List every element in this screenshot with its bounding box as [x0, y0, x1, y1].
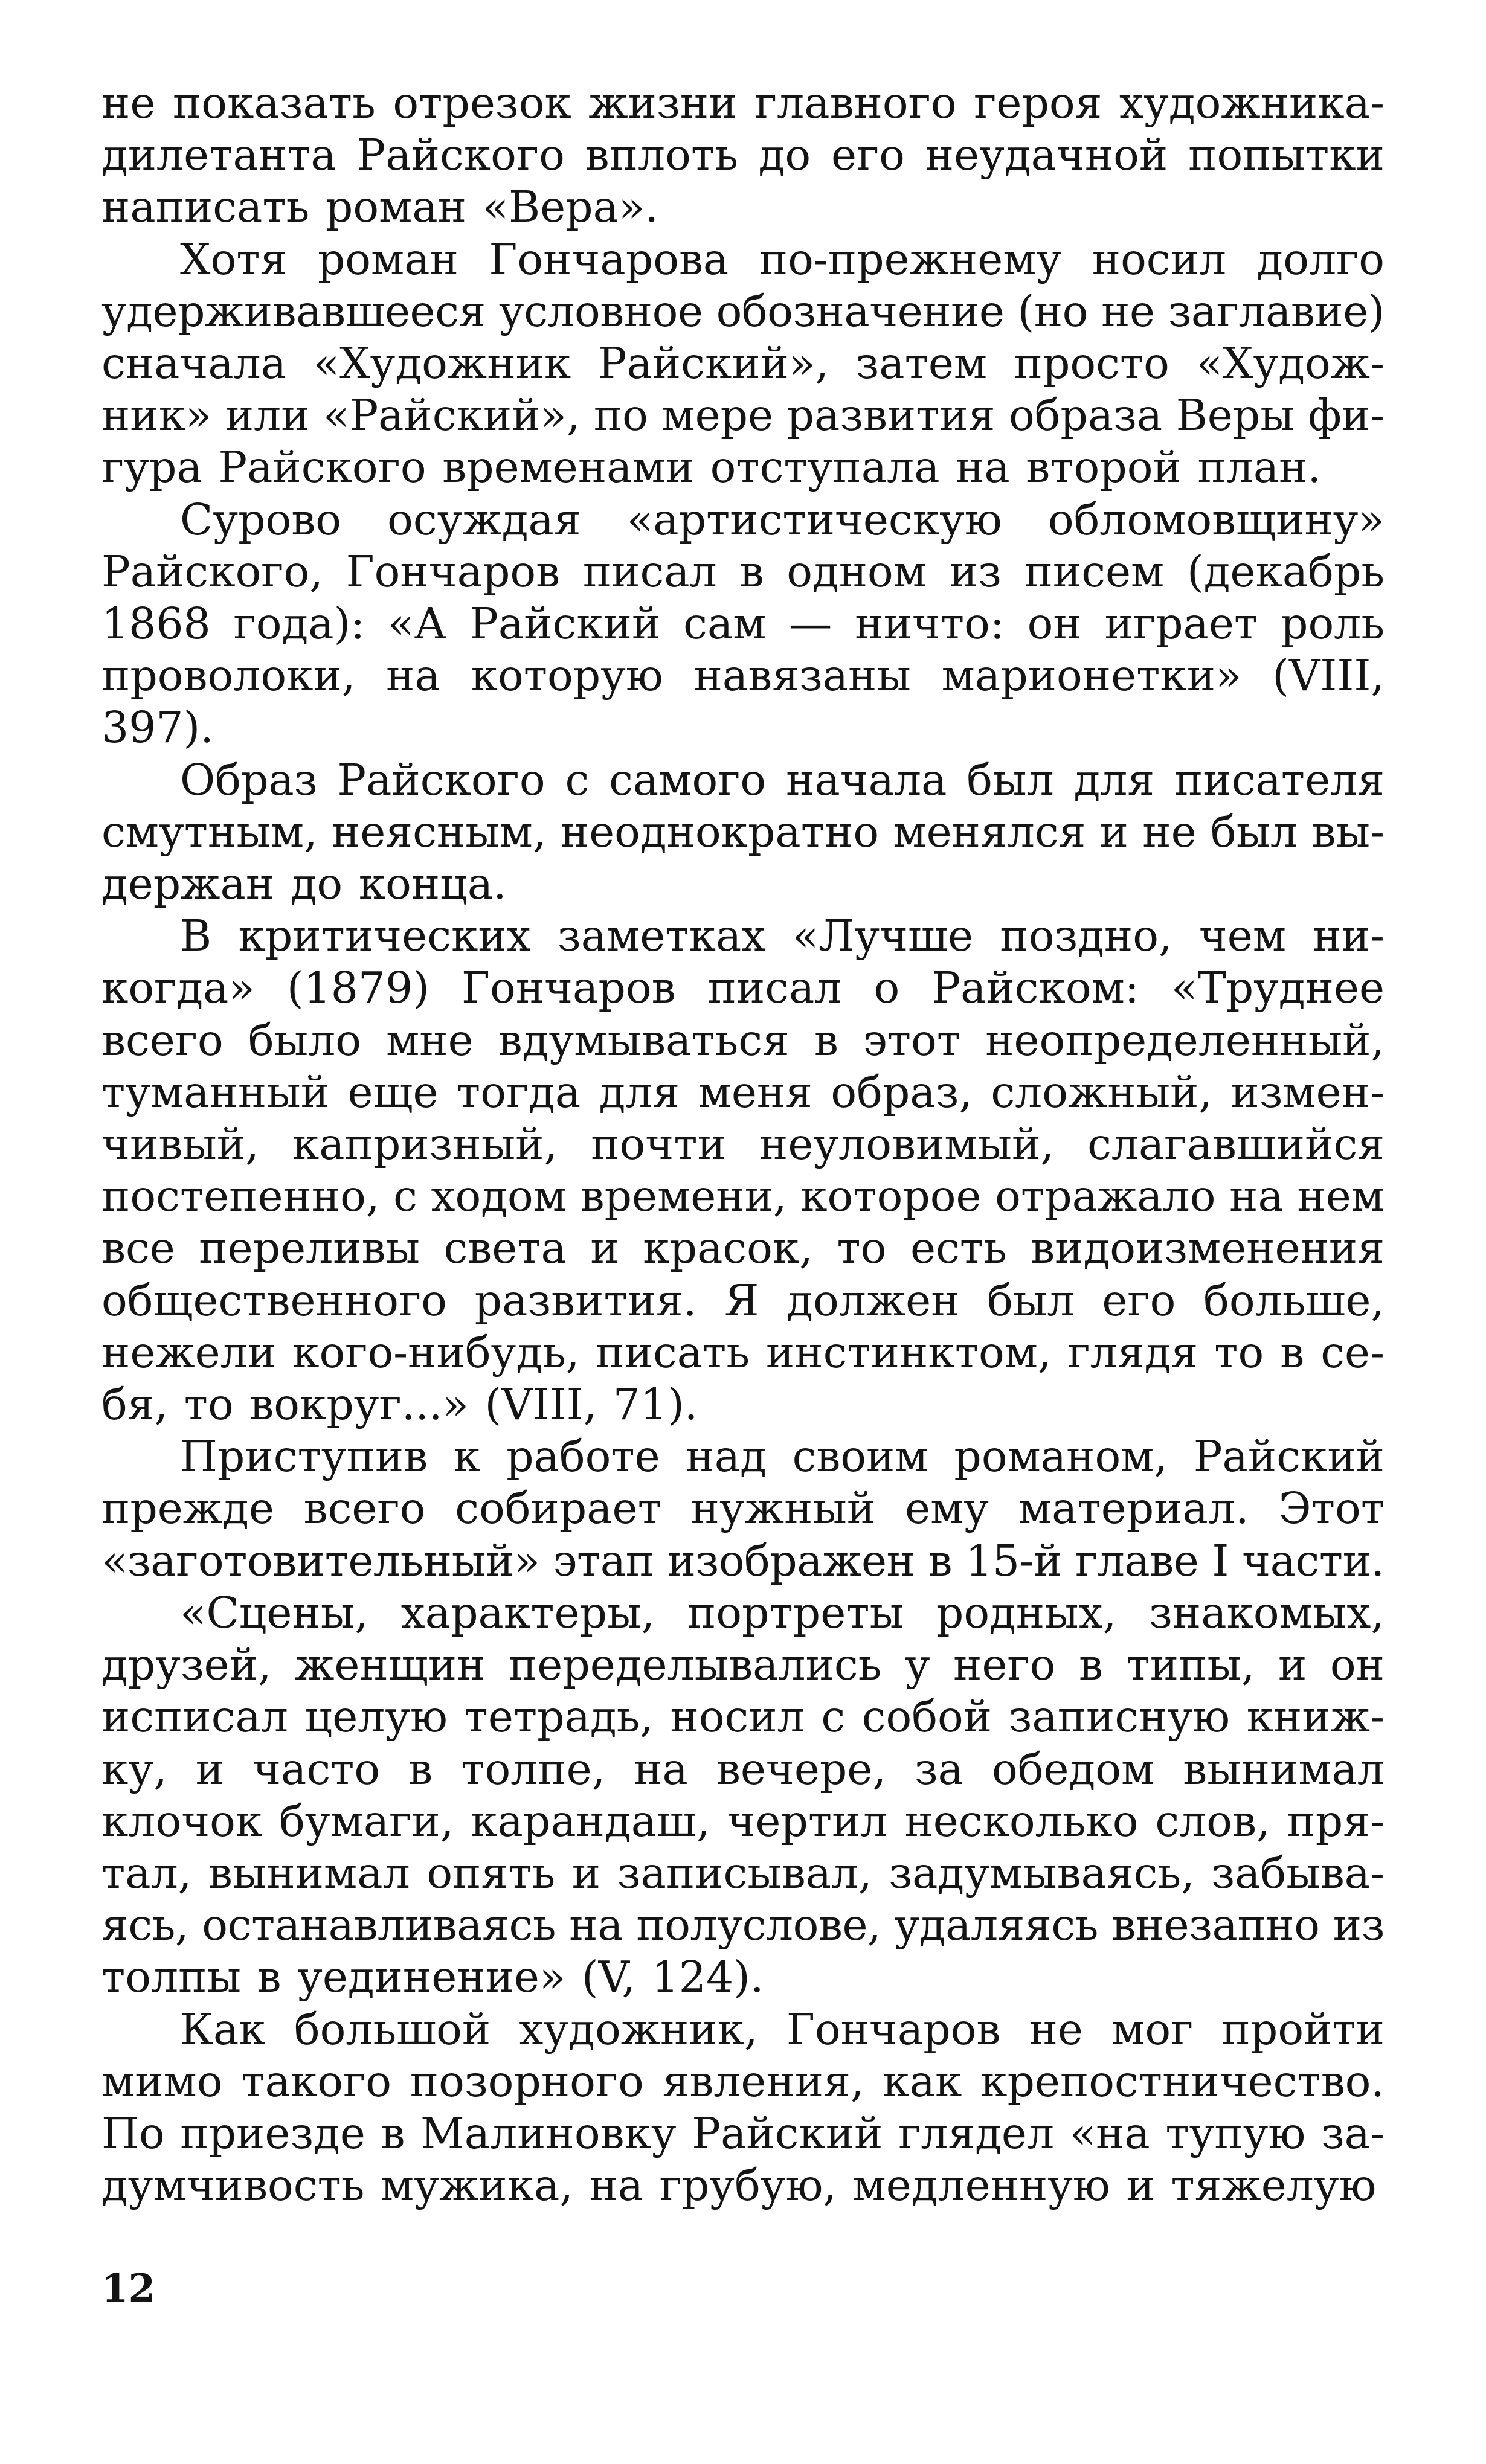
text-line: 1868 года): «А Райский сам — ничто: он играет роль	[101, 598, 1385, 649]
text-line: толпы в уединение» (V, 124).	[101, 1952, 764, 2003]
text-line: сначала «Художник Райский», затем просто «Худож-	[101, 338, 1385, 389]
paragraph	[101, 2004, 1385, 2212]
text-line: держан до конца.	[101, 859, 507, 910]
text-line: клочок бумаги, карандаш, чертил несколько слов, пря-	[101, 1795, 1385, 1846]
text-line: не показать отрезок жизни главного героя художника-	[101, 78, 1385, 128]
text-line: В критических заметках «Лучше поздно, чем ни-	[180, 911, 1385, 961]
text-line: гура Райского временами отступала на второй план.	[101, 442, 1322, 493]
paragraph	[101, 1431, 1385, 1587]
paragraph	[101, 77, 1385, 234]
paragraph	[101, 1587, 1385, 2004]
text-line: тал, вынимал опять и записывал, задумываясь, забыва-	[101, 1847, 1385, 1898]
text-line: туманный еще тогда для меня образ, сложный, измен-	[101, 1067, 1385, 1117]
paragraph	[101, 910, 1385, 1431]
text-line: нежели кого-нибудь, писать инстинктом, глядя то в се-	[101, 1327, 1385, 1378]
text-line: бя, то вокруг...» (VIII, 71).	[101, 1379, 698, 1430]
text-line: всего было мне вдумываться в этот неопределенный,	[101, 1015, 1385, 1065]
paragraph	[101, 754, 1385, 911]
text-line: ясь, останавливаясь на полуслове, удаляясь внезапно из	[101, 1900, 1385, 1951]
text-line: думчивость мужика, на грубую, медленную и тяжелую	[101, 2160, 1377, 2211]
text-line: мимо такого позорного явления, как крепостничество.	[101, 2056, 1385, 2106]
page-number: 12	[101, 2266, 156, 2311]
text-line: все переливы света и красок, то есть видоизменения	[101, 1223, 1385, 1274]
text-line: друзей, женщин переделывались у него в типы, и он	[101, 1640, 1385, 1690]
text-line: дилетанта Райского вплоть до его неудачной попытки	[101, 130, 1385, 181]
text-line: «заготовительный» этап изображен в 15-й главе I части.	[101, 1535, 1385, 1586]
text-line: Образ Райского с самого начала был для писателя	[180, 754, 1385, 805]
text-line: проволоки, на которую навязаны марионетки» (VIII,	[101, 650, 1385, 701]
text-line: исписал целую тетрадь, носил с собой записную книж-	[101, 1692, 1385, 1742]
page-body	[101, 77, 1385, 2212]
text-line: ник» или «Райский», по мере развития образа Веры фи-	[101, 390, 1385, 441]
text-line: постепенно, с ходом времени, которое отражало на нем	[101, 1171, 1385, 1222]
text-line: прежде всего собирает нужный ему материал. Этот	[101, 1483, 1385, 1534]
text-line: ку, и часто в толпе, на вечере, за обедом вынимал	[101, 1744, 1385, 1794]
text-line: написать роман «Вера».	[101, 182, 658, 233]
text-line: «Сцены, характеры, портреты родных, знакомых,	[180, 1587, 1385, 1638]
text-line: удерживавшееся условное обозначение (но не заглавие)	[101, 286, 1385, 336]
text-line: Как большой художник, Гончаров не мог пройти	[180, 2004, 1385, 2055]
paragraph	[101, 494, 1385, 754]
text-line: Хотя роман Гончарова по-прежнему носил долго	[180, 234, 1385, 284]
text-line: Сурово осуждая «артистическую обломовщину»	[180, 494, 1385, 545]
text-line: когда» (1879) Гончаров писал о Райском: «Труднее	[101, 963, 1385, 1013]
text-line: По приезде в Малиновку Райский глядел «на тупую за-	[101, 2108, 1385, 2158]
text-line: общественного развития. Я должен был его больше,	[101, 1275, 1385, 1326]
text-line: чивый, капризный, почти неуловимый, слагавшийся	[101, 1119, 1385, 1170]
paragraph	[101, 234, 1385, 494]
text-line: Приступив к работе над своим романом, Райский	[180, 1431, 1385, 1482]
text-line: 397).	[101, 702, 214, 753]
text-line: смутным, неясным, неоднократно менялся и не был вы-	[101, 806, 1385, 857]
text-line: Райского, Гончаров писал в одном из писем (декабрь	[101, 546, 1385, 597]
